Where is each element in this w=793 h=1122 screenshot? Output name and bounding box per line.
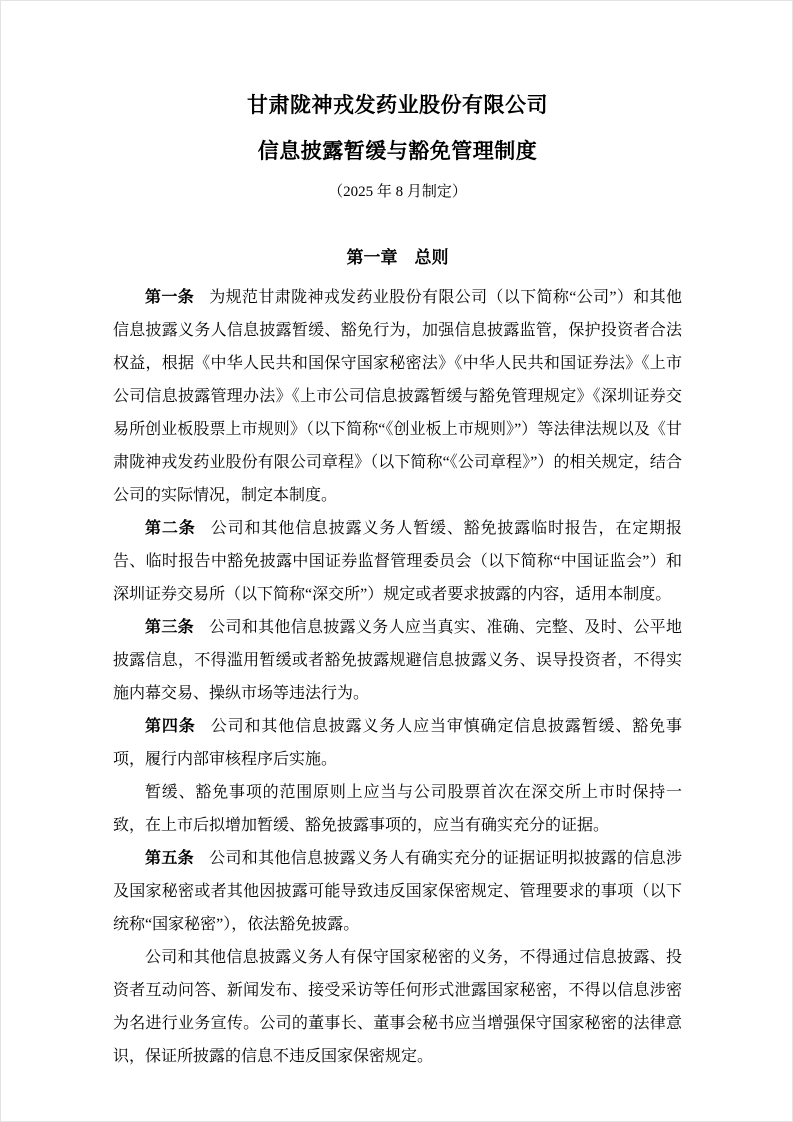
- article-label: 第一条: [145, 288, 195, 306]
- article-text: 公司和其他信息披露义务人应当审慎确定信息披露暂缓、豁免事项，履行内部审核程序后实施。: [113, 717, 682, 768]
- doc-dateline: （2025 年 8 月制定）: [328, 184, 467, 201]
- article-text: 公司和其他信息披露义务人有确实充分的证据证明拟披露的信息涉及国家秘密或者其他因披露可能导致违反国家保密规定、管理要求的事项（以下统称“国家秘密”），依法豁免披露。: [113, 849, 682, 933]
- article-text: 公司和其他信息披露义务人应当真实、准确、完整、及时、公平地披露信息，不得滥用暂缓或者豁免披露规避信息披露义务、误导投资者，不得实施内幕交易、操纵市场等违法行为。: [113, 618, 682, 702]
- chapter-heading: 第一章 总则: [346, 247, 449, 267]
- article-paragraph: [113, 842, 682, 941]
- doc-subtitle: 信息披露暂缓与豁免管理制度: [257, 139, 538, 164]
- article-paragraph: [113, 941, 682, 1073]
- article-paragraph: [113, 512, 682, 611]
- article-paragraph: [113, 281, 682, 512]
- article-text: 公司和其他信息披露义务人有保守国家秘密的义务，不得通过信息披露、投资者互动问答、新闻发布、接受采访等任何形式泄露国家秘密，不得以信息涉密为名进行业务宣传。公司的董事长、董事会秘书应当增强保守国家秘密的法律意识，保证所披露的信息不违反国家保密规定。: [113, 948, 682, 1065]
- article-label: 第四条: [145, 717, 196, 735]
- article-label: 第五条: [145, 849, 194, 867]
- doc-title: 甘肃陇神戎发药业股份有限公司: [247, 93, 548, 117]
- article-text: 为规范甘肃陇神戎发药业股份有限公司（以下简称“公司”）和其他信息披露义务人信息披露暂缓、豁免行为，加强信息披露监管，保护投资者合法权益，根据《中华人民共和国保守国家秘密法》《中华人民共和国证券法》《上市公司信息披露管理办法》《上市公司信息披露暂缓与豁免管理规定》《深圳证券交易所创业板股票上市规则》（以下简称“《创业板上市规则》”）等法律法规以及《甘肃陇神戎发药业股份有限公司章程》（以下简称“《公司章程》”）的相关规定，结合公司的实际情况，制定本制度。: [113, 288, 682, 504]
- document-body: [113, 281, 682, 1073]
- article-text: 暂缓、豁免事项的范围原则上应当与公司股票首次在深交所上市时保持一致，在上市后拟增加暂缓、豁免披露事项的，应当有确实充分的证据。: [113, 783, 682, 834]
- article-text: 公司和其他信息披露义务人暂缓、豁免披露临时报告，在定期报告、临时报告中豁免披露中国证券监督管理委员会（以下简称“中国证监会”）和深圳证券交易所（以下简称“深交所”）规定或者要求披露的内容，适用本制度。: [113, 519, 682, 603]
- article-label: 第二条: [145, 519, 196, 537]
- article-paragraph: [113, 776, 682, 842]
- article-paragraph: [113, 710, 682, 776]
- article-paragraph: [113, 611, 682, 710]
- article-label: 第三条: [145, 618, 194, 636]
